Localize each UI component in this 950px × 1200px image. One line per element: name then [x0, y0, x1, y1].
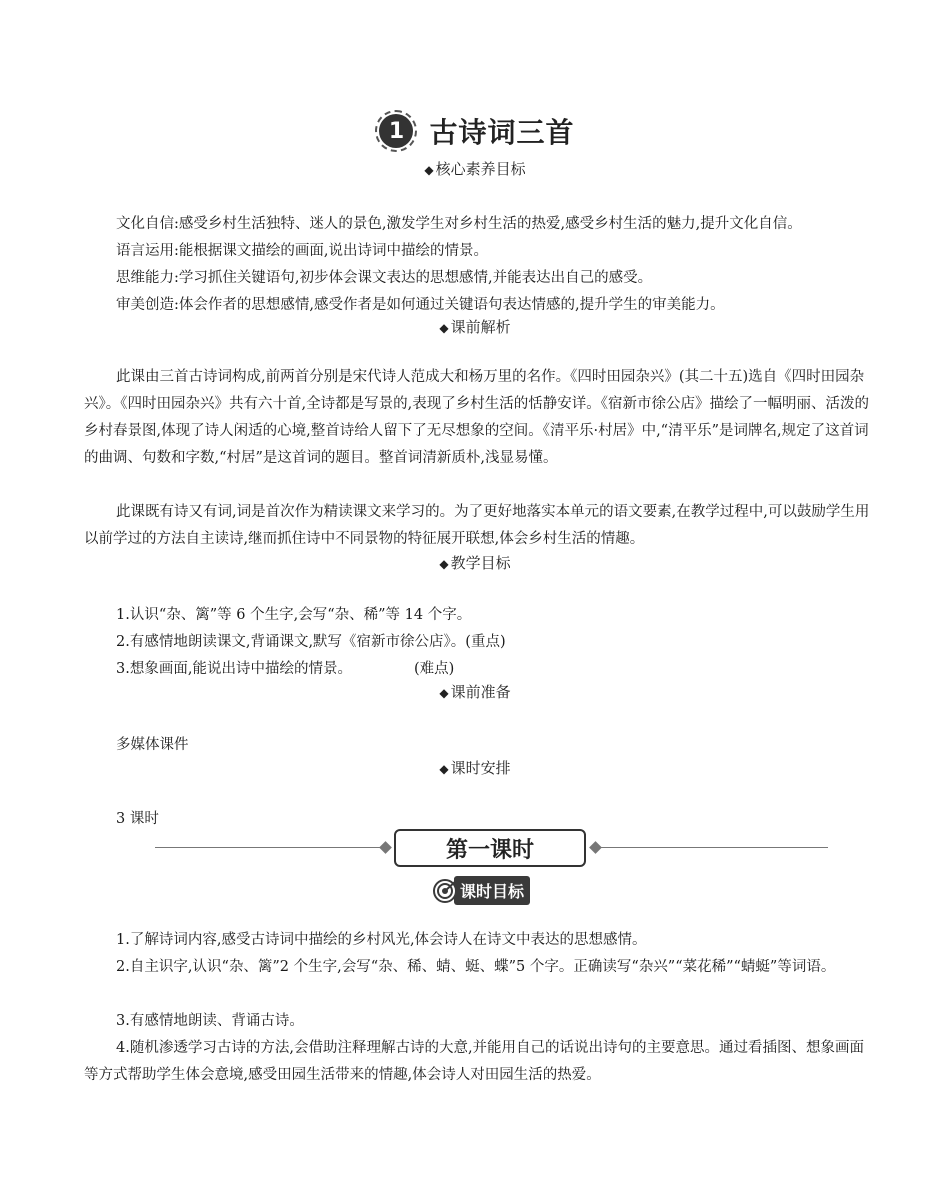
lesson-objective-item: 2.自主识字,认识“杂、篱”2 个生字,会写“杂、稀、蜻、蜓、蝶”5 个字。正确读写“杂兴”“菜花稀”“蜻蜓”等词语。	[116, 959, 836, 975]
prep-text: 多媒体课件	[116, 737, 189, 753]
section-heading-analysis: ◆ 课前解析	[439, 318, 511, 336]
lesson-objective-item: 3.有感情地朗读、背诵古诗。	[116, 1013, 304, 1029]
lesson-number: 1	[379, 114, 413, 148]
banner-divider-right	[596, 847, 828, 848]
analysis-paragraph: 此课由三首古诗词构成,前两首分别是宋代诗人范成大和杨万里的名作。《四时田园杂兴》(其二十五)选自《四时田园杂兴》。《四时田园杂兴》共有六十首,全诗都是写景的,表现了乡村生活的恬静安详。《宿新市徐公店》描绘了一幅明丽、活泼的乡村春景图,体现了诗人闲适的心境,整首诗给人留下了无尽想象的空间。《清平乐·村居》中,“清平乐”是词牌名,规定了这首词的曲调、句数和字数,“村居”是这首词的题目。整首词清新质朴,浅显易懂。	[84, 369, 869, 466]
section-heading-goals: ◆ 教学目标	[439, 554, 511, 572]
diamond-bullet-icon: ◆	[439, 321, 449, 335]
diamond-bullet-icon: ◆	[439, 686, 449, 700]
lesson-title	[0, 110, 950, 152]
goal-item: 2.有感情地朗读课文,背诵课文,默写《宿新市徐公店》。(重点)	[116, 634, 506, 650]
banner-dot-right	[589, 841, 602, 854]
banner-dot-left	[379, 841, 392, 854]
page-title: 古诗词三首	[429, 116, 575, 149]
section-heading-schedule: ◆ 课时安排	[439, 759, 511, 777]
goal-item-emphasis: (难点)	[414, 661, 455, 677]
diamond-bullet-icon: ◆	[439, 762, 449, 776]
diamond-bullet-icon: ◆	[424, 163, 434, 177]
core-item: 文化自信:感受乡村生活独特、迷人的景色,激发学生对乡村生活的热爱,感受乡村生活的魅力,提升文化自信。	[116, 216, 802, 232]
diamond-bullet-icon: ◆	[439, 557, 449, 571]
goal-item: 3.想象画面,能说出诗中描绘的情景。	[116, 661, 352, 677]
core-item: 审美创造:体会作者的思想感情,感受作者是如何通过关键语句表达情感的,提升学生的审美能力。	[116, 297, 725, 313]
lesson-objective-tag	[432, 877, 530, 903]
section-heading-prep: ◆ 课前准备	[439, 683, 511, 701]
schedule-text: 3 课时	[116, 811, 159, 827]
lesson-objective-item: 4.随机渗透学习古诗的方法,会借助注释理解古诗的大意,并能用自己的话说出诗句的主要意思。通过看插图、想象画面等方式帮助学生体会意境,感受田园生活带来的情趣,体会诗人对田园生活的热爱。	[84, 1040, 865, 1083]
banner-divider-left	[155, 847, 387, 848]
lesson-number-badge	[375, 110, 417, 152]
lesson-objective-label: 课时目标	[454, 876, 530, 905]
section-heading-core: ◆ 核心素养目标	[424, 160, 526, 178]
goal-item: 1.认识“杂、篱”等 6 个生字,会写“杂、稀”等 14 个字。	[116, 607, 472, 623]
core-item: 语言运用:能根据课文描绘的画面,说出诗词中描绘的情景。	[116, 243, 488, 259]
target-icon	[432, 877, 460, 903]
lesson-objective-item: 1.了解诗词内容,感受古诗词中描绘的乡村风光,体会诗人在诗文中表达的思想感情。	[116, 932, 647, 948]
lesson-banner: 第一课时	[394, 829, 586, 867]
core-item: 思维能力:学习抓住关键语句,初步体会课文表达的思想感情,并能表达出自己的感受。	[116, 270, 653, 286]
analysis-paragraph: 此课既有诗又有词,词是首次作为精读课文来学习的。为了更好地落实本单元的语文要素,在教学过程中,可以鼓励学生用以前学过的方法自主读诗,继而抓住诗中不同景物的特征展开联想,体会乡村生活的情趣。	[84, 504, 870, 547]
